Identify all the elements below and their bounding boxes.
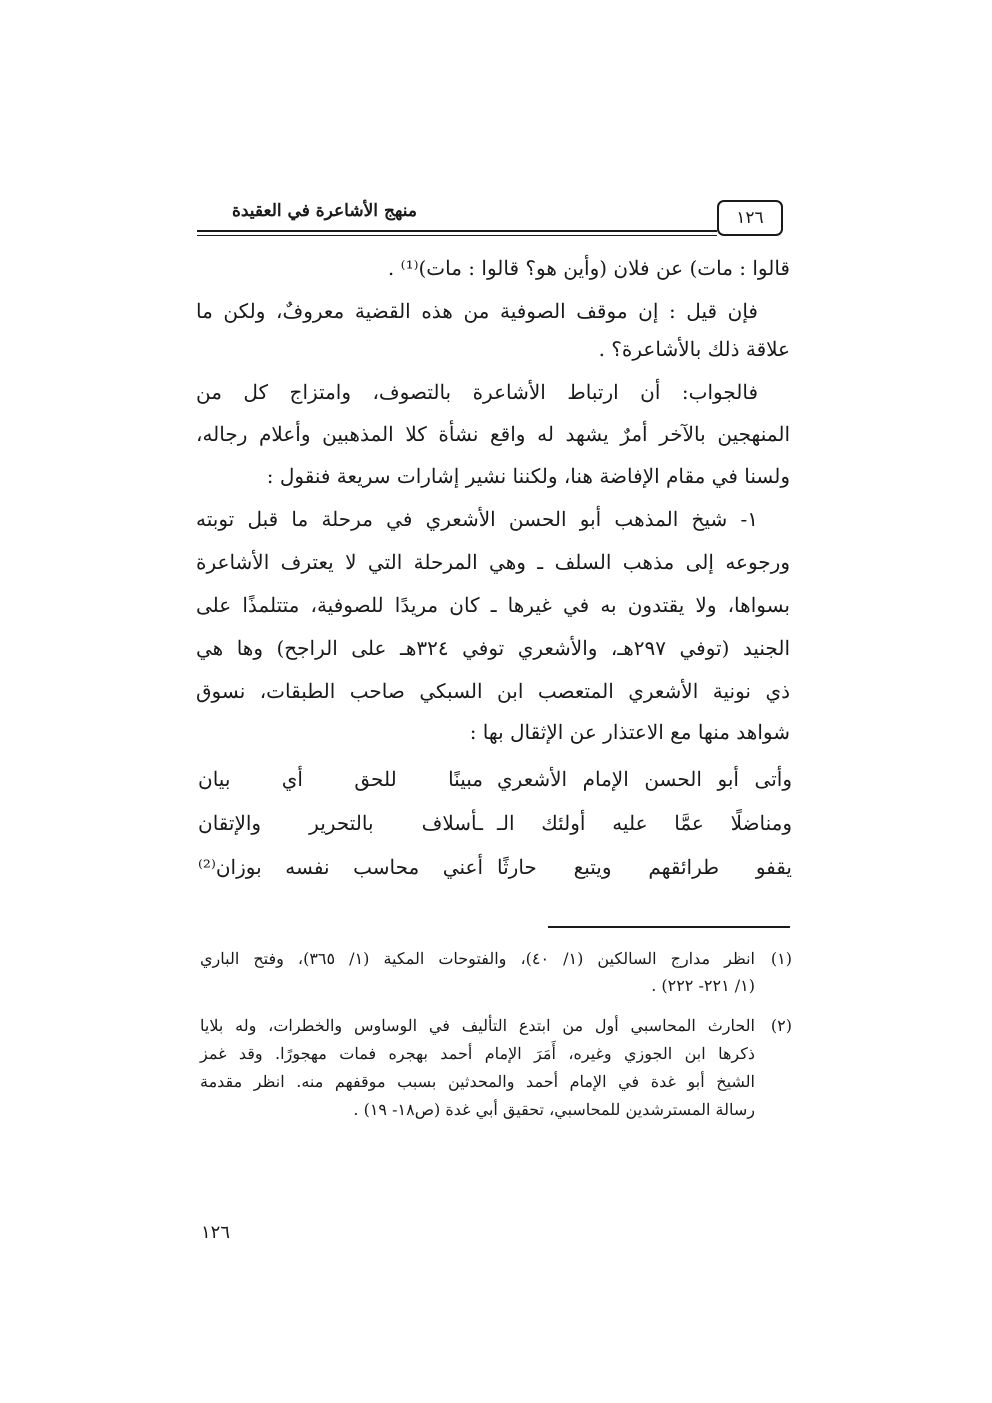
body-line: بسواها، ولا يقتدون به في غيرها ـ كان مريدًا للصوفية، متتلمذًا على	[196, 593, 790, 617]
header-page-number: ١٢٦	[717, 200, 783, 236]
footnote-line: ذكرها ابن الجوزي وغيره، أَمَرَ الإمام أحمد بهجره فمات مهجورًا. وقد غمز	[200, 1044, 755, 1063]
verse-first-hemistich: ومناضلًا عمَّا عليه أولئك الـ	[497, 811, 792, 835]
body-line: ١- شيخ المذهب أبو الحسن الأشعري في مرحلة ما قبل توبته	[196, 507, 758, 531]
footnote-separator	[548, 926, 790, 928]
poem-verse	[198, 807, 792, 839]
poem-verse	[198, 763, 792, 795]
footnote-line: انظر مدارج السالكين (١/ ٤٠)، والفتوحات المكية (١/ ٣٦٥)، وفتح الباري	[200, 949, 755, 968]
running-header-title: منهج الأشاعرة في العقيدة	[231, 201, 417, 221]
body-line: فالجواب: أن ارتباط الأشاعرة بالتصوف، وامتزاج كل من	[196, 380, 758, 404]
body-line: علاقة ذلك بالأشاعرة؟ .	[598, 337, 790, 361]
verse-second-hemistich: مبينًا للحق أي بيان	[198, 767, 483, 791]
footnote-line: رسالة المسترشدين للمحاسبي، تحقيق أبي غدة (ص١٨- ١٩) .	[353, 1100, 755, 1119]
body-line: ذي نونية الأشعري المتعصب ابن السبكي صاحب الطبقات، نسوق	[196, 679, 790, 703]
body-line: ورجوعه إلى مذهب السلف ـ وهي المرحلة التي لا يعترف الأشاعرة	[196, 550, 790, 574]
header-rule	[197, 230, 717, 232]
footnote-line: الشيخ أبو غدة في الإمام أحمد والمحدثين بسبب موقفهم منه. انظر مقدمة	[200, 1072, 755, 1091]
footer-page-number: ١٢٦	[201, 1222, 231, 1243]
footnote-number: (٢)	[770, 1016, 792, 1035]
verse-first-hemistich: يقفو طرائقهم ويتبع حارثًا	[497, 855, 792, 879]
body-line: قالوا : مات) عن فلان (وأين هو؟ قالوا : مات)⁽¹⁾ .	[387, 256, 790, 280]
body-line: فإن قيل : إن موقف الصوفية من هذه القضية معروفٌ، ولكن ما	[196, 299, 758, 323]
verse-second-hemistich: ـأسلاف بالتحرير والإتقان	[198, 811, 483, 835]
body-line: شواهد منها مع الاعتذار عن الإثقال بها :	[469, 720, 790, 744]
poem-verse	[198, 851, 792, 883]
footnote-line: الحارث المحاسبي أول من ابتدع التأليف في الوساوس والخطرات، وله بلايا	[200, 1016, 755, 1035]
footnote-number: (١)	[770, 949, 792, 968]
body-line: المنهجين بالآخر أمرٌ يشهد له واقع نشأة كلا المذهبين وأعلام رجاله،	[196, 422, 790, 446]
footnote-line: (١/ ٢٢١- ٢٢٢) .	[651, 976, 755, 995]
body-line: الجنيد (توفي ٢٩٧هـ، والأشعري توفي ٣٢٤هـ على الراجح) وها هي	[196, 636, 790, 660]
header-rule-thin	[197, 235, 717, 236]
verse-first-hemistich: وأتى أبو الحسن الإمام الأشعري	[497, 767, 792, 791]
body-line: ولسنا في مقام الإفاضة هنا، ولكننا نشير إشارات سريعة فنقول :	[266, 464, 790, 488]
verse-second-hemistich: أعني محاسب نفسه بوزان⁽²⁾	[198, 855, 483, 879]
